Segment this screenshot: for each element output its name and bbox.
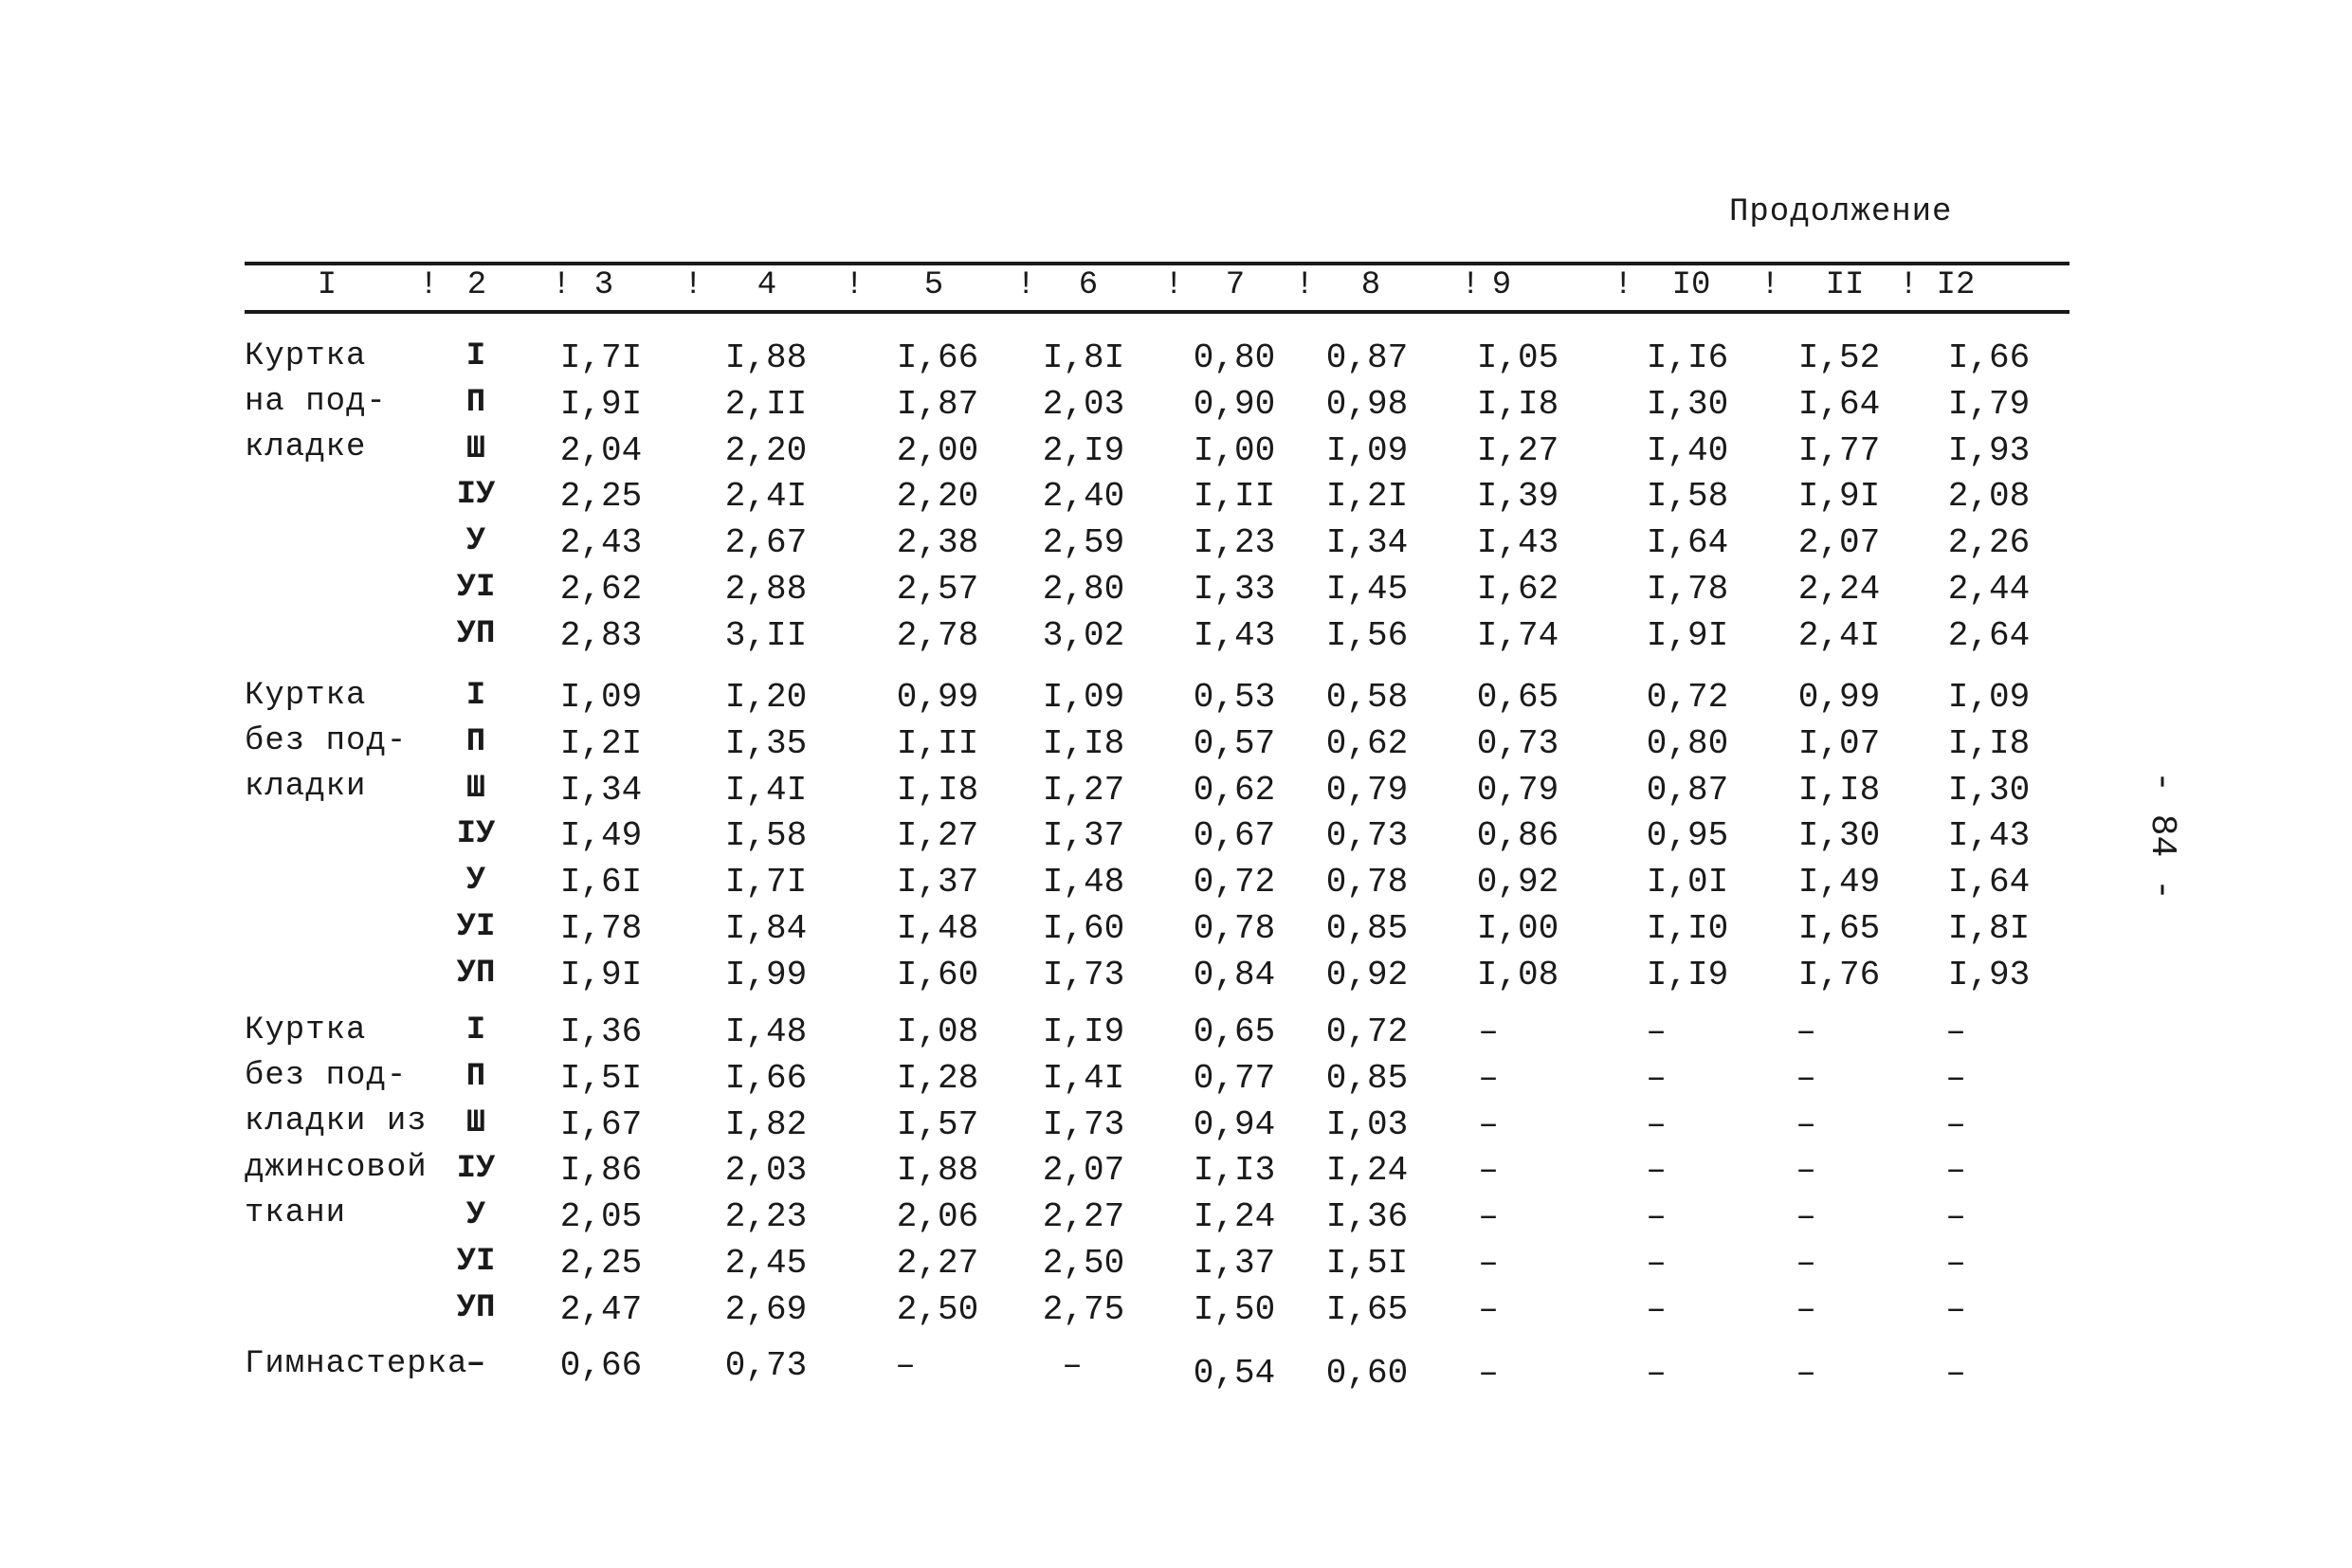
- column-header: 3: [593, 267, 614, 303]
- table-cell: I,I8: [1797, 770, 1881, 810]
- table-cell: 2,24: [1797, 570, 1881, 609]
- table-cell: I,66: [1947, 338, 2031, 377]
- table-cell: –: [1796, 1012, 1816, 1051]
- garment-name-line: Куртка: [245, 338, 367, 374]
- table-cell: 0,78: [1325, 863, 1409, 903]
- column-header: 6: [1078, 267, 1099, 303]
- size-label: УI: [456, 909, 496, 945]
- column-header: 9: [1491, 267, 1512, 303]
- table-cell: I,37: [896, 863, 979, 903]
- table-cell: 2,43: [559, 523, 643, 563]
- size-label: Ш: [465, 770, 486, 807]
- table-cell: –: [1796, 1354, 1816, 1393]
- table-cell: I,88: [896, 1151, 979, 1191]
- table-cell: 2,26: [1947, 523, 2031, 563]
- table-cell: 0,80: [1646, 723, 1729, 763]
- table-header-row: [0, 267, 2352, 305]
- table-cell: 2,50: [896, 1289, 979, 1329]
- table-cell: –: [1945, 1104, 1966, 1144]
- table-cell: 2,38: [896, 523, 979, 563]
- table-cell: 2,II: [724, 384, 808, 424]
- table-cell: 0,77: [1193, 1058, 1276, 1098]
- table-cell: I,03: [1325, 1104, 1409, 1144]
- table-cell: 2,03: [1042, 384, 1125, 424]
- table-cell: –: [1478, 1104, 1499, 1144]
- table-cell: I,65: [1797, 909, 1881, 948]
- table-cell: 0,85: [1325, 1058, 1409, 1098]
- table-cell: 2,57: [896, 570, 979, 609]
- table-cell: 2,80: [1042, 570, 1125, 609]
- table-cell: 0,67: [1193, 816, 1276, 856]
- table-cell: I,09: [1947, 678, 2031, 717]
- table-cell: I,8I: [1042, 338, 1125, 377]
- table-top-rule: [245, 262, 2069, 265]
- table-cell: I,08: [1476, 955, 1559, 994]
- table-cell: –: [1796, 1151, 1816, 1191]
- table-cell: I,48: [1042, 863, 1125, 903]
- table-cell: 2,23: [724, 1197, 808, 1237]
- table-cell: 0,60: [1325, 1354, 1409, 1393]
- table-cell: 0,62: [1325, 723, 1409, 763]
- table-cell: I,I8: [1042, 723, 1125, 763]
- table-cell: I,24: [1325, 1151, 1409, 1191]
- table-cell: I,I0: [1646, 909, 1729, 948]
- table-cell: I,99: [724, 955, 808, 994]
- table-cell: I,67: [559, 1104, 643, 1144]
- column-separator: !: [1164, 267, 1184, 303]
- table-cell: I,56: [1325, 615, 1409, 655]
- continuation-label: Продолжение: [1729, 194, 1953, 230]
- table-cell: I,7I: [724, 863, 808, 903]
- table-cell: I,73: [1042, 955, 1125, 994]
- table-cell: I,I8: [1476, 384, 1559, 424]
- column-separator: !: [1760, 267, 1780, 303]
- table-cell: –: [1796, 1244, 1816, 1283]
- size-label: –: [465, 1346, 486, 1382]
- table-cell: I,09: [1325, 430, 1409, 470]
- table-cell: I,86: [559, 1151, 643, 1191]
- column-separator: !: [419, 267, 439, 303]
- table-cell: –: [1646, 1151, 1667, 1191]
- table-cell: –: [1478, 1289, 1499, 1329]
- table-cell: –: [1646, 1104, 1667, 1144]
- table-cell: 0,72: [1646, 678, 1729, 717]
- table-cell: I,27: [896, 816, 979, 856]
- table-cell: 2,47: [559, 1289, 643, 1329]
- table-cell: 2,04: [559, 430, 643, 470]
- table-cell: –: [1945, 1289, 1966, 1329]
- table-cell: I,07: [1797, 723, 1881, 763]
- table-cell: 0,85: [1325, 909, 1409, 948]
- table-cell: I,5I: [559, 1058, 643, 1098]
- table-cell: I,8I: [1947, 909, 2031, 948]
- table-cell: I,74: [1476, 615, 1559, 655]
- table-cell: 2,27: [896, 1244, 979, 1283]
- table-cell: I,39: [1476, 477, 1559, 517]
- table-cell: 2,67: [724, 523, 808, 563]
- table-cell: 2,62: [559, 570, 643, 609]
- table-cell: I,09: [559, 678, 643, 717]
- table-cell: –: [895, 1346, 916, 1385]
- table-cell: –: [1646, 1289, 1667, 1329]
- table-cell: 2,75: [1042, 1289, 1125, 1329]
- column-separator: !: [684, 267, 703, 303]
- table-cell: 0,86: [1476, 816, 1559, 856]
- column-header: 4: [757, 267, 777, 303]
- table-cell: –: [1796, 1104, 1816, 1144]
- table-cell: 2,00: [896, 430, 979, 470]
- table-cell: I,82: [724, 1104, 808, 1144]
- table-cell: 2,4I: [1797, 615, 1881, 655]
- size-label: УП: [456, 955, 496, 992]
- table-cell: 2,88: [724, 570, 808, 609]
- garment-name-line: кладки: [245, 769, 367, 806]
- table-cell: –: [1945, 1151, 1966, 1191]
- table-cell: 0,99: [896, 678, 979, 717]
- table-cell: I,52: [1797, 338, 1881, 377]
- garment-name-line: джинсовой: [245, 1149, 428, 1186]
- table-cell: 0,90: [1193, 384, 1276, 424]
- size-label: УI: [456, 570, 496, 606]
- table-cell: 2,25: [559, 477, 643, 517]
- column-separator: !: [1614, 267, 1633, 303]
- table-cell: –: [1062, 1346, 1083, 1385]
- table-cell: I,49: [559, 816, 643, 856]
- table-cell: I,20: [724, 678, 808, 717]
- column-header: 5: [923, 267, 944, 303]
- size-label: УП: [456, 1289, 496, 1326]
- table-cell: I,30: [1646, 384, 1729, 424]
- table-cell: I,7I: [559, 338, 643, 377]
- table-cell: –: [1796, 1197, 1816, 1237]
- table-cell: 0,98: [1325, 384, 1409, 424]
- table-cell: I,II: [896, 723, 979, 763]
- table-header-rule: [245, 310, 2069, 314]
- table-cell: I,I9: [1042, 1012, 1125, 1051]
- size-label: Ш: [465, 1104, 486, 1141]
- table-cell: I,I8: [896, 770, 979, 810]
- table-cell: I,28: [896, 1058, 979, 1098]
- column-separator: !: [1016, 267, 1036, 303]
- table-cell: I,6I: [559, 863, 643, 903]
- table-cell: 2,07: [1797, 523, 1881, 563]
- size-label: У: [465, 523, 486, 560]
- table-cell: I,66: [724, 1058, 808, 1098]
- size-label: УП: [456, 615, 496, 652]
- table-cell: I,II: [1193, 477, 1276, 517]
- table-cell: 0,54: [1193, 1354, 1276, 1393]
- column-header: 7: [1225, 267, 1246, 303]
- table-cell: 2,4I: [724, 477, 808, 517]
- size-label: IУ: [456, 477, 496, 514]
- table-cell: I,84: [724, 909, 808, 948]
- size-label: I: [465, 1012, 486, 1048]
- table-cell: I,76: [1797, 955, 1881, 994]
- table-cell: –: [1478, 1058, 1499, 1098]
- column-separator: !: [845, 267, 865, 303]
- column-separator: !: [1295, 267, 1315, 303]
- table-cell: –: [1945, 1058, 1966, 1098]
- table-cell: 0,72: [1325, 1012, 1409, 1051]
- column-separator: !: [1899, 267, 1919, 303]
- table-cell: I,9I: [1646, 615, 1729, 655]
- table-cell: I,78: [559, 909, 643, 948]
- table-cell: 2,20: [724, 430, 808, 470]
- table-cell: I,43: [1947, 816, 2031, 856]
- size-label: Ш: [465, 430, 486, 467]
- table-cell: 2,06: [896, 1197, 979, 1237]
- table-cell: 2,64: [1947, 615, 2031, 655]
- table-cell: 2,08: [1947, 477, 2031, 517]
- table-cell: 3,II: [724, 615, 808, 655]
- table-cell: 2,40: [1042, 477, 1125, 517]
- table-cell: I,9I: [559, 955, 643, 994]
- size-label: П: [465, 1058, 486, 1095]
- table-cell: 2,05: [559, 1197, 643, 1237]
- table-cell: 0,87: [1646, 770, 1729, 810]
- table-cell: I,27: [1042, 770, 1125, 810]
- table-cell: 0,79: [1325, 770, 1409, 810]
- garment-name-line: без под-: [245, 723, 408, 760]
- garment-name-line: кладки из: [245, 1103, 428, 1140]
- table-cell: I,57: [896, 1104, 979, 1144]
- table-cell: –: [1646, 1354, 1667, 1393]
- table-cell: I,9I: [1797, 477, 1881, 517]
- garment-name-line: на под-: [245, 384, 387, 421]
- table-cell: 0,92: [1325, 955, 1409, 994]
- table-cell: I,58: [1646, 477, 1729, 517]
- size-label: УI: [456, 1244, 496, 1280]
- table-cell: 0,95: [1646, 816, 1729, 856]
- table-cell: I,50: [1193, 1289, 1276, 1329]
- table-cell: 2,27: [1042, 1197, 1125, 1237]
- table-cell: 2,I9: [1042, 430, 1125, 470]
- column-header: I: [317, 267, 337, 303]
- table-cell: 0,79: [1476, 770, 1559, 810]
- table-cell: –: [1478, 1012, 1499, 1051]
- table-cell: 0,65: [1193, 1012, 1276, 1051]
- table-cell: I,4I: [1042, 1058, 1125, 1098]
- table-cell: –: [1646, 1058, 1667, 1098]
- table-cell: I,93: [1947, 955, 2031, 994]
- table-cell: I,23: [1193, 523, 1276, 563]
- garment-name-line: кладке: [245, 429, 367, 466]
- table-cell: I,43: [1476, 523, 1559, 563]
- column-header: II: [1825, 267, 1865, 303]
- table-cell: –: [1796, 1289, 1816, 1329]
- table-cell: I,58: [724, 816, 808, 856]
- table-cell: 2,03: [724, 1151, 808, 1191]
- table-cell: 2,25: [559, 1244, 643, 1283]
- size-label: П: [465, 384, 486, 421]
- table-cell: I,40: [1646, 430, 1729, 470]
- table-cell: 2,44: [1947, 570, 2031, 609]
- table-cell: –: [1478, 1354, 1499, 1393]
- table-cell: 0,73: [724, 1346, 808, 1385]
- size-label: У: [465, 1197, 486, 1234]
- column-separator: !: [1461, 267, 1481, 303]
- garment-name-line: Куртка: [245, 1012, 367, 1048]
- column-header: 2: [466, 267, 487, 303]
- table-cell: I,60: [1042, 909, 1125, 948]
- garment-name-line: без под-: [245, 1058, 408, 1095]
- table-cell: 2,20: [896, 477, 979, 517]
- table-cell: 0,62: [1193, 770, 1276, 810]
- table-cell: 0,57: [1193, 723, 1276, 763]
- table-cell: 2,45: [724, 1244, 808, 1283]
- table-cell: I,36: [559, 1012, 643, 1051]
- table-cell: I,64: [1947, 863, 2031, 903]
- table-cell: I,9I: [559, 384, 643, 424]
- table-cell: –: [1478, 1197, 1499, 1237]
- table-cell: –: [1646, 1197, 1667, 1237]
- table-cell: I,37: [1193, 1244, 1276, 1283]
- column-header: I0: [1671, 267, 1711, 303]
- table-cell: I,77: [1797, 430, 1881, 470]
- table-cell: 0,92: [1476, 863, 1559, 903]
- table-cell: 0,72: [1193, 863, 1276, 903]
- table-cell: I,4I: [724, 770, 808, 810]
- size-label: У: [465, 863, 486, 900]
- table-cell: I,2I: [559, 723, 643, 763]
- column-header: I2: [1936, 267, 1976, 303]
- table-cell: I,78: [1646, 570, 1729, 609]
- size-label: IУ: [456, 1151, 496, 1188]
- table-cell: I,66: [896, 338, 979, 377]
- table-cell: 0,73: [1325, 816, 1409, 856]
- table-cell: I,35: [724, 723, 808, 763]
- size-label: I: [465, 678, 486, 714]
- table-cell: 2,78: [896, 615, 979, 655]
- table-cell: I,08: [896, 1012, 979, 1051]
- table-cell: I,34: [1325, 523, 1409, 563]
- table-cell: 0,78: [1193, 909, 1276, 948]
- table-cell: I,36: [1325, 1197, 1409, 1237]
- page-number: - 84 -: [2141, 771, 2182, 901]
- table-cell: I,I9: [1646, 955, 1729, 994]
- table-cell: I,62: [1476, 570, 1559, 609]
- column-header: 8: [1360, 267, 1381, 303]
- table-cell: –: [1945, 1244, 1966, 1283]
- table-cell: I,87: [896, 384, 979, 424]
- table-cell: –: [1945, 1012, 1966, 1051]
- table-cell: I,2I: [1325, 477, 1409, 517]
- table-cell: I,37: [1042, 816, 1125, 856]
- table-cell: –: [1945, 1197, 1966, 1237]
- table-cell: 0,80: [1193, 338, 1276, 377]
- table-cell: I,93: [1947, 430, 2031, 470]
- table-cell: I,I8: [1947, 723, 2031, 763]
- table-cell: I,27: [1476, 430, 1559, 470]
- table-cell: 0,84: [1193, 955, 1276, 994]
- table-cell: –: [1646, 1244, 1667, 1283]
- table-cell: I,49: [1797, 863, 1881, 903]
- table-cell: 2,59: [1042, 523, 1125, 563]
- table-cell: I,5I: [1325, 1244, 1409, 1283]
- table-cell: 0,65: [1476, 678, 1559, 717]
- table-cell: 2,07: [1042, 1151, 1125, 1191]
- table-cell: I,24: [1193, 1197, 1276, 1237]
- table-cell: I,43: [1193, 615, 1276, 655]
- table-cell: 3,02: [1042, 615, 1125, 655]
- garment-name-line: Гимнастерка: [245, 1346, 468, 1382]
- table-cell: 0,99: [1797, 678, 1881, 717]
- table-cell: I,0I: [1646, 863, 1729, 903]
- table-cell: –: [1945, 1354, 1966, 1393]
- size-label: П: [465, 723, 486, 760]
- table-cell: 0,73: [1476, 723, 1559, 763]
- size-label: IУ: [456, 816, 496, 853]
- table-cell: I,34: [559, 770, 643, 810]
- table-cell: I,33: [1193, 570, 1276, 609]
- garment-name-line: ткани: [245, 1194, 347, 1231]
- table-cell: –: [1478, 1151, 1499, 1191]
- size-label: I: [465, 338, 486, 374]
- table-cell: I,64: [1797, 384, 1881, 424]
- table-cell: –: [1478, 1244, 1499, 1283]
- column-separator: !: [552, 267, 572, 303]
- table-cell: 0,58: [1325, 678, 1409, 717]
- table-cell: I,I6: [1646, 338, 1729, 377]
- table-cell: I,45: [1325, 570, 1409, 609]
- table-cell: 2,83: [559, 615, 643, 655]
- table-cell: –: [1796, 1058, 1816, 1098]
- table-cell: I,05: [1476, 338, 1559, 377]
- table-cell: I,48: [896, 909, 979, 948]
- table-cell: I,65: [1325, 1289, 1409, 1329]
- table-cell: I,48: [724, 1012, 808, 1051]
- table-cell: I,73: [1042, 1104, 1125, 1144]
- table-cell: I,88: [724, 338, 808, 377]
- table-cell: 0,87: [1325, 338, 1409, 377]
- table-cell: 0,94: [1193, 1104, 1276, 1144]
- table-cell: I,I3: [1193, 1151, 1276, 1191]
- table-cell: I,09: [1042, 678, 1125, 717]
- table-cell: 2,50: [1042, 1244, 1125, 1283]
- table-cell: 0,66: [559, 1346, 643, 1385]
- table-cell: I,00: [1476, 909, 1559, 948]
- table-cell: I,79: [1947, 384, 2031, 424]
- table-cell: I,60: [896, 955, 979, 994]
- garment-name-line: Куртка: [245, 678, 367, 714]
- table-cell: I,30: [1797, 816, 1881, 856]
- table-cell: I,64: [1646, 523, 1729, 563]
- table-cell: –: [1646, 1012, 1667, 1051]
- table-cell: I,30: [1947, 770, 2031, 810]
- table-cell: 0,53: [1193, 678, 1276, 717]
- table-cell: 2,69: [724, 1289, 808, 1329]
- table-cell: I,00: [1193, 430, 1276, 470]
